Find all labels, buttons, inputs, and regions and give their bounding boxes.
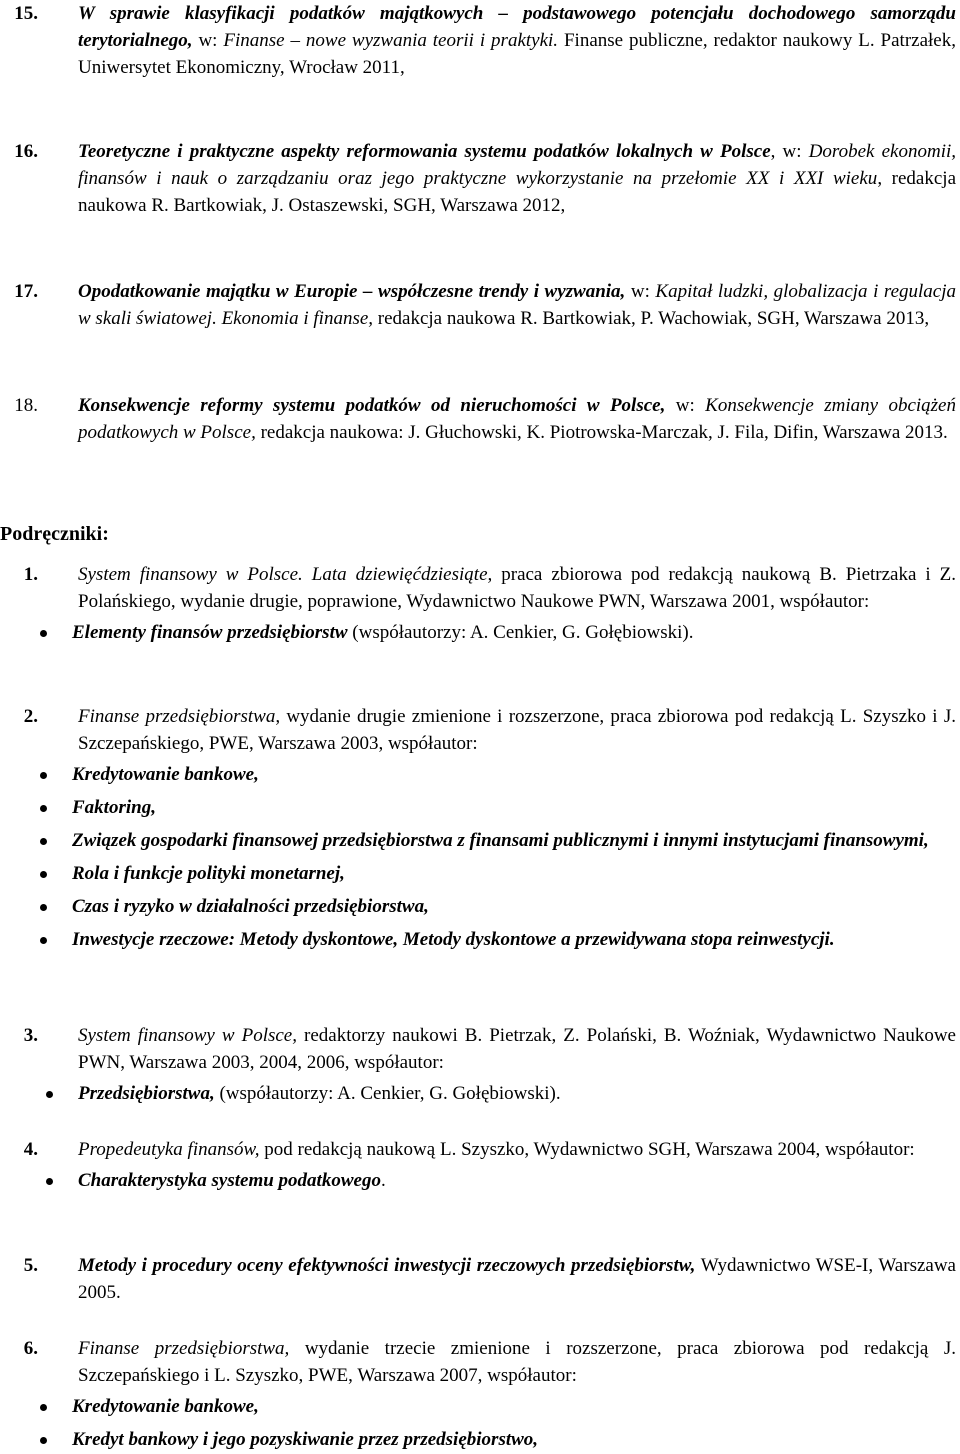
item-number: 6.	[23, 1338, 38, 1359]
item-connector: , w:	[770, 141, 809, 162]
bullet-icon	[40, 871, 47, 878]
item-title: Finanse przedsiębiorstwa,	[78, 706, 281, 727]
item-details: wydanie drugie zmienione i rozszerzone, praca zbiorowa pod redakcją L. Szyszko i J. Szczepańskiego, PWE, Warszawa 2003, współautor:	[78, 706, 956, 754]
item-body	[72, 1335, 956, 1453]
chapter-item: Związek gospodarki finansowej przedsiębiorstwa z finansami publicznymi i innymi instytucjami finansowymi,	[0, 827, 956, 854]
reference-item	[0, 392, 960, 446]
item-title: Opodatkowanie majątku w Europie – współczesne trendy i wyzwania,	[78, 281, 626, 302]
item-number: 16.	[14, 141, 38, 162]
reference-item	[0, 0, 960, 81]
reference-item	[0, 278, 960, 332]
chapter-item: Inwestycje rzeczowe: Metody dyskontowe, Metody dyskontowe a przewidywana stopa reinwestycji.	[0, 926, 956, 953]
item-details: pod redakcją naukową L. Szyszko, Wydawnictwo SGH, Warszawa 2004, współautor:	[259, 1139, 915, 1160]
textbook-item	[0, 1136, 960, 1194]
item-number: 17.	[14, 281, 38, 302]
item-body	[78, 0, 956, 81]
item-number: 4.	[23, 1139, 38, 1160]
item-details: wydanie trzecie zmienione i rozszerzone, praca zbiorowa pod redakcją J. Szczepańskiego i L. Szyszko, PWE, Warszawa 2007, współautor:	[78, 1338, 956, 1386]
reference-item	[0, 138, 960, 219]
item-details: redakcja naukowa: J. Głuchowski, K. Piotrowska-Marczak, J. Fila, Difin, Warszawa 2013.	[255, 422, 948, 443]
item-title: Konsekwencje reformy systemu podatków od nieruchomości w Polsce,	[78, 395, 666, 416]
item-body	[78, 392, 956, 446]
item-body	[78, 278, 956, 332]
chapter-item: Elementy finansów przedsiębiorstw (współautorzy: A. Cenkier, G. Gołębiowski).	[0, 619, 956, 646]
item-source: Konsekwencje zmiany obciążeń podatkowych w Polsce,	[78, 395, 956, 443]
bullet-icon	[46, 1091, 53, 1098]
item-details: Wydawnictwo WSE-I, Warszawa 2005.	[78, 1255, 956, 1303]
item-body	[78, 1022, 956, 1107]
item-connector: w:	[192, 30, 224, 51]
textbook-item	[0, 703, 960, 953]
textbook-item	[0, 561, 960, 646]
chapter-item: Czas i ryzyko w działalności przedsiębiorstwa,	[0, 893, 956, 920]
item-details: redakcja naukowa R. Bartkowiak, P. Wachowiak, SGH, Warszawa 2013,	[373, 308, 930, 329]
section-heading: Podręczniki:	[0, 523, 109, 545]
bullet-icon	[46, 1178, 53, 1185]
item-number: 15.	[14, 3, 38, 24]
item-number: 2.	[23, 706, 38, 727]
item-number: 5.	[23, 1255, 38, 1276]
item-body	[72, 703, 956, 953]
chapter-item: Charakterystyka systemu podatkowego.	[6, 1167, 956, 1194]
item-title: System finansowy w Polsce. Lata dziewięćdziesiąte,	[78, 564, 493, 585]
item-source: Kapitał ludzki, globalizacja i regulacja w skali światowej. Ekonomia i finanse,	[78, 281, 957, 329]
chapter-item: Faktoring,	[0, 794, 956, 821]
item-number: 18.	[14, 395, 38, 416]
chapter-list	[6, 1167, 956, 1194]
chapter-item: Kredytowanie bankowe,	[0, 1393, 956, 1420]
item-details: redaktorzy naukowi B. Pietrzak, Z. Polański, B. Woźniak, Wydawnictwo Naukowe PWN, Warszawa 2003, 2004, 2006, współautor:	[78, 1025, 956, 1073]
item-details: praca zbiorowa pod redakcją naukową B. Pietrzaka i Z. Polańskiego, wydanie drugie, poprawione, Wydawnictwo Naukowe PWN, Warszawa 2001, współautor:	[78, 564, 956, 612]
item-source: Finanse – nowe wyzwania teorii i praktyki.	[223, 30, 564, 51]
item-connector: w:	[625, 281, 656, 302]
item-body	[78, 138, 956, 219]
item-details: Finanse publiczne, redaktor naukowy L. Patrzałek, Uniwersytet Ekonomiczny, Wrocław 2011,	[78, 30, 956, 78]
chapter-item: Kredyt bankowy i jego pozyskiwanie przez przedsiębiorstwo,	[0, 1426, 956, 1453]
item-body	[72, 561, 956, 646]
textbook-item	[0, 1335, 960, 1453]
chapter-list	[0, 1393, 956, 1453]
chapter-list	[0, 619, 956, 646]
item-title: Propedeutyka finansów,	[78, 1139, 260, 1160]
bullet-icon	[40, 937, 47, 944]
chapter-list	[0, 761, 956, 953]
textbook-item	[0, 1022, 960, 1107]
item-number: 1.	[23, 564, 38, 585]
textbook-item	[0, 1252, 960, 1306]
item-source: Dorobek ekonomii, finansów i nauk o zarządzaniu oraz jego praktyczne wykorzystanie na przełomie XX i XXI wieku	[78, 141, 957, 189]
item-title: System finansowy w Polsce,	[78, 1025, 297, 1046]
bullet-icon	[40, 1404, 47, 1411]
bullet-icon	[40, 630, 47, 637]
item-body	[78, 1252, 956, 1306]
bullet-icon	[40, 772, 47, 779]
bullet-icon	[40, 904, 47, 911]
item-details: , redakcja naukowa R. Bartkowiak, J. Ostaszewski, SGH, Warszawa 2012,	[78, 168, 956, 216]
item-body	[78, 1136, 956, 1194]
item-title: Finanse przedsiębiorstwa,	[78, 1338, 290, 1359]
chapter-list	[6, 1080, 956, 1107]
bullet-icon	[40, 805, 47, 812]
chapter-item: Kredytowanie bankowe,	[0, 761, 956, 788]
chapter-item: Rola i funkcje polityki monetarnej,	[0, 860, 956, 887]
item-title: Teoretyczne i praktyczne aspekty reformowania systemu podatków lokalnych w Polsce	[78, 141, 771, 162]
bullet-icon	[40, 838, 47, 845]
item-title: Metody i procedury oceny efektywności inwestycji rzeczowych przedsiębiorstw,	[78, 1255, 696, 1276]
item-connector: w:	[665, 395, 706, 416]
item-title: W sprawie klasyfikacji podatków majątkowych – podstawowego potencjału dochodowego samorządu terytorialnego,	[78, 3, 956, 51]
item-number: 3.	[23, 1025, 38, 1046]
bullet-icon	[40, 1437, 47, 1444]
chapter-item: Przedsiębiorstwa, (współautorzy: A. Cenkier, G. Gołębiowski).	[6, 1080, 956, 1107]
